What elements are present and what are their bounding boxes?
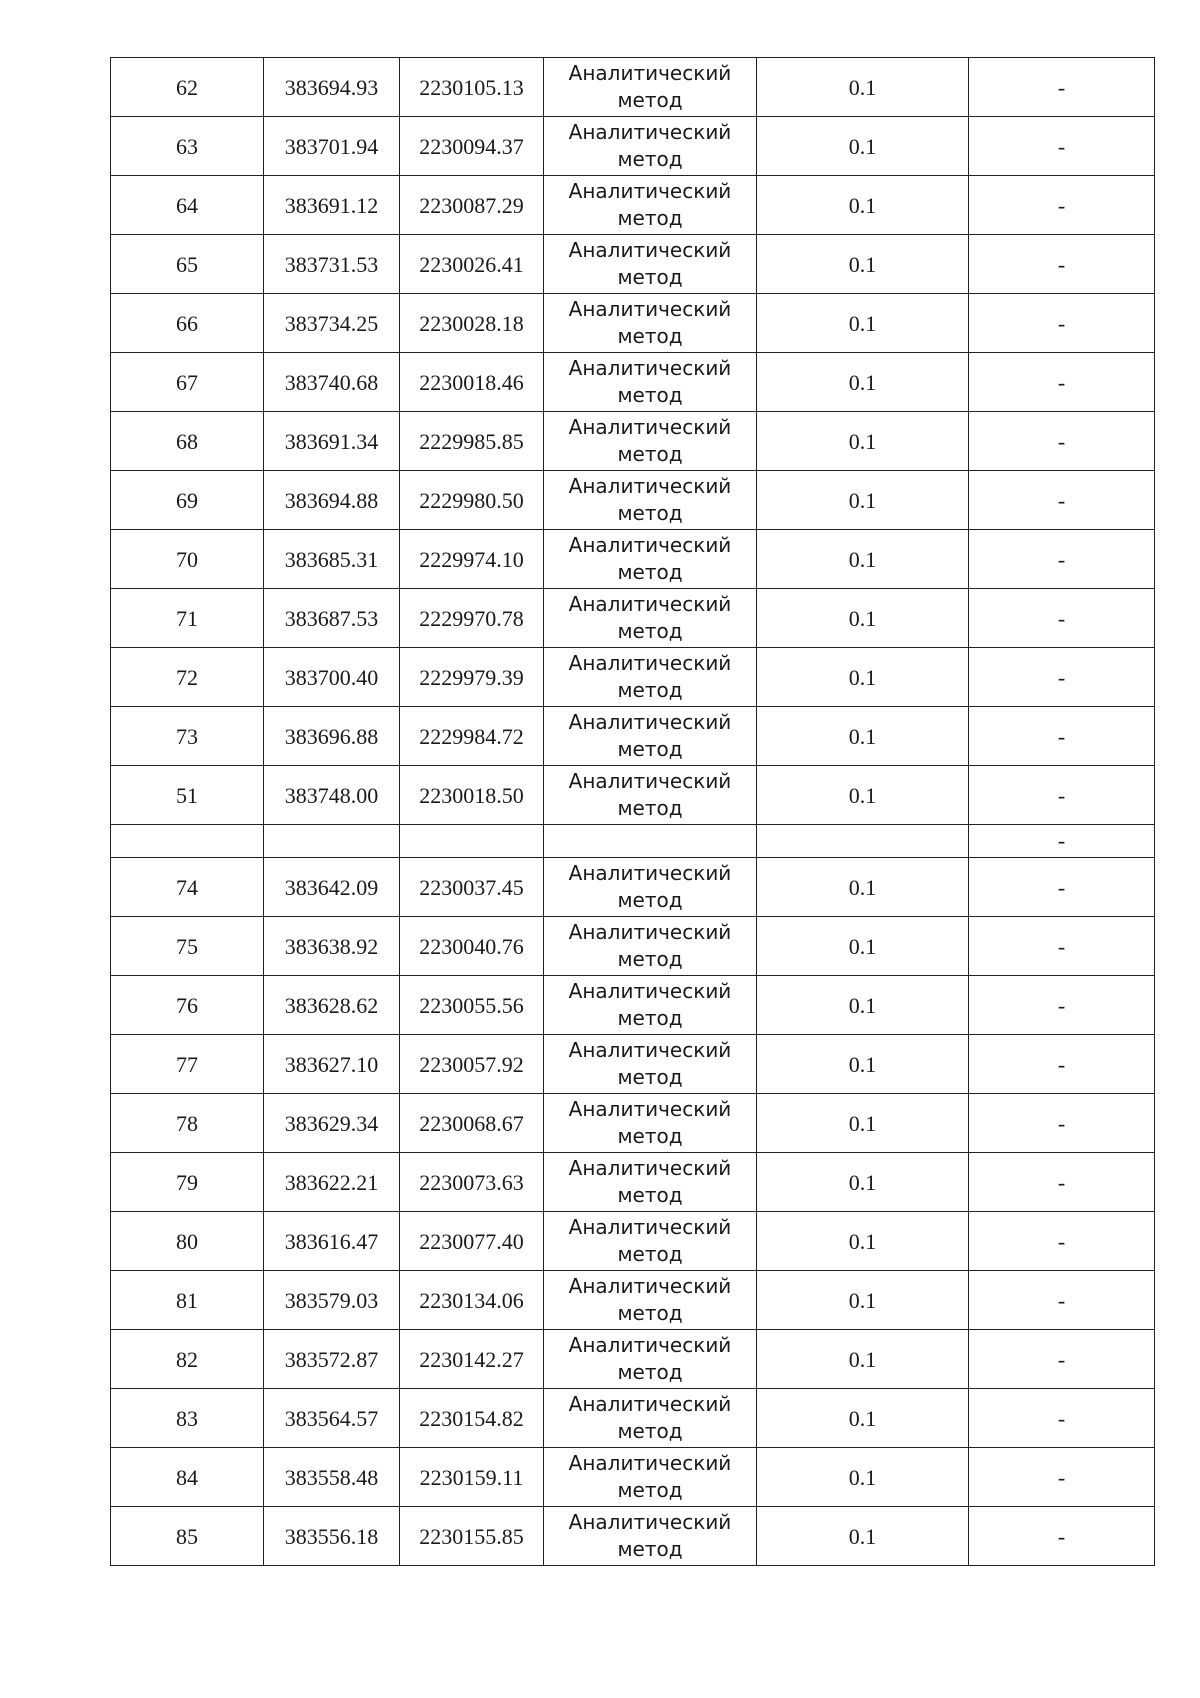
y-coordinate-cell [400,825,544,858]
y-coordinate-cell: 2230105.13 [400,58,544,117]
accuracy-cell: 0.1 [757,707,969,766]
table-row [111,1153,1155,1212]
method-line-2: метод [617,88,683,112]
method-cell [544,707,757,766]
point-number-cell: 84 [111,1448,264,1507]
method-line-1: Аналитический [568,474,732,498]
accuracy-cell: 0.1 [757,471,969,530]
method-cell [544,1507,757,1566]
method-line-2: метод [617,737,683,761]
x-coordinate-cell: 383700.40 [264,648,400,707]
method-line-1: Аналитический [568,769,732,793]
method-line-2: метод [617,1124,683,1148]
table-row [111,235,1155,294]
method-cell [544,1153,757,1212]
method-cell [544,1212,757,1271]
table-row [111,176,1155,235]
y-coordinate-cell: 2229974.10 [400,530,544,589]
accuracy-cell: 0.1 [757,353,969,412]
x-coordinate-cell: 383734.25 [264,294,400,353]
method-line-2: метод [617,442,683,466]
point-number-cell: 64 [111,176,264,235]
method-line-1: Аналитический [568,1156,732,1180]
x-coordinate-cell: 383556.18 [264,1507,400,1566]
accuracy-cell: 0.1 [757,1212,969,1271]
method-line-1: Аналитический [568,1392,732,1416]
y-coordinate-cell: 2230134.06 [400,1271,544,1330]
accuracy-cell: 0.1 [757,1330,969,1389]
method-line-1: Аналитический [568,415,732,439]
table-row [111,766,1155,825]
method-line-1: Аналитический [568,1451,732,1475]
method-line-1: Аналитический [568,1038,732,1062]
point-number-cell: 73 [111,707,264,766]
method-line-2: метод [617,619,683,643]
accuracy-cell: 0.1 [757,917,969,976]
method-line-2: метод [617,796,683,820]
y-coordinate-cell: 2230018.46 [400,353,544,412]
table-row [111,917,1155,976]
y-coordinate-cell: 2230018.50 [400,766,544,825]
note-cell: - [969,117,1155,176]
note-cell: - [969,825,1155,858]
x-coordinate-cell: 383685.31 [264,530,400,589]
accuracy-cell: 0.1 [757,117,969,176]
method-cell [544,917,757,976]
method-cell [544,1035,757,1094]
y-coordinate-cell: 2230040.76 [400,917,544,976]
y-coordinate-cell: 2229984.72 [400,707,544,766]
method-cell [544,176,757,235]
table-body [111,58,1155,1566]
method-line-1: Аналитический [568,238,732,262]
point-number-cell: 65 [111,235,264,294]
note-cell: - [969,471,1155,530]
method-cell [544,1330,757,1389]
note-cell: - [969,1153,1155,1212]
x-coordinate-cell: 383687.53 [264,589,400,648]
note-cell: - [969,353,1155,412]
point-number-cell: 77 [111,1035,264,1094]
method-line-1: Аналитический [568,1215,732,1239]
note-cell: - [969,1212,1155,1271]
x-coordinate-cell: 383731.53 [264,235,400,294]
accuracy-cell: 0.1 [757,412,969,471]
y-coordinate-cell: 2229979.39 [400,648,544,707]
accuracy-cell: 0.1 [757,1153,969,1212]
method-line-2: метод [617,560,683,584]
point-number-cell: 63 [111,117,264,176]
method-line-1: Аналитический [568,356,732,380]
method-line-1: Аналитический [568,533,732,557]
y-coordinate-cell: 2230055.56 [400,976,544,1035]
note-cell: - [969,766,1155,825]
method-line-1: Аналитический [568,120,732,144]
table-row [111,1271,1155,1330]
method-line-2: метод [617,501,683,525]
point-number-cell: 78 [111,1094,264,1153]
y-coordinate-cell: 2230026.41 [400,235,544,294]
method-line-2: метод [617,1537,683,1561]
point-number-cell: 76 [111,976,264,1035]
method-cell [544,1448,757,1507]
method-line-1: Аналитический [568,1097,732,1121]
method-line-2: метод [617,1419,683,1443]
method-line-1: Аналитический [568,179,732,203]
point-number-cell: 69 [111,471,264,530]
method-line-2: метод [617,206,683,230]
method-line-2: метод [617,888,683,912]
accuracy-cell: 0.1 [757,1271,969,1330]
method-line-1: Аналитический [568,710,732,734]
x-coordinate-cell: 383558.48 [264,1448,400,1507]
note-cell: - [969,1448,1155,1507]
point-number-cell: 83 [111,1389,264,1448]
method-cell [544,976,757,1035]
point-number-cell: 75 [111,917,264,976]
x-coordinate-cell: 383748.00 [264,766,400,825]
method-cell [544,58,757,117]
x-coordinate-cell: 383564.57 [264,1389,400,1448]
point-number-cell: 70 [111,530,264,589]
method-line-1: Аналитический [568,1510,732,1534]
x-coordinate-cell: 383572.87 [264,1330,400,1389]
note-cell: - [969,1507,1155,1566]
table-row [111,589,1155,648]
method-line-2: метод [617,678,683,702]
table-row [111,353,1155,412]
note-cell: - [969,1271,1155,1330]
method-cell [544,117,757,176]
accuracy-cell: 0.1 [757,766,969,825]
x-coordinate-cell: 383642.09 [264,858,400,917]
point-number-cell: 82 [111,1330,264,1389]
x-coordinate-cell: 383740.68 [264,353,400,412]
method-line-2: метод [617,265,683,289]
table-row [111,1094,1155,1153]
method-line-1: Аналитический [568,861,732,885]
x-coordinate-cell: 383691.34 [264,412,400,471]
method-line-1: Аналитический [568,979,732,1003]
y-coordinate-cell: 2230068.67 [400,1094,544,1153]
y-coordinate-cell: 2230154.82 [400,1389,544,1448]
table-row [111,976,1155,1035]
y-coordinate-cell: 2230087.29 [400,176,544,235]
note-cell: - [969,648,1155,707]
method-cell [544,471,757,530]
note-cell: - [969,530,1155,589]
table-row [111,1389,1155,1448]
x-coordinate-cell: 383579.03 [264,1271,400,1330]
point-number-cell: 74 [111,858,264,917]
point-number-cell: 79 [111,1153,264,1212]
method-line-2: метод [617,1478,683,1502]
method-cell [544,353,757,412]
table-row [111,825,1155,858]
method-cell [544,412,757,471]
method-cell [544,294,757,353]
method-line-1: Аналитический [568,651,732,675]
note-cell: - [969,1035,1155,1094]
x-coordinate-cell: 383696.88 [264,707,400,766]
point-number-cell: 62 [111,58,264,117]
method-cell [544,825,757,858]
y-coordinate-cell: 2230155.85 [400,1507,544,1566]
table-row [111,117,1155,176]
accuracy-cell: 0.1 [757,294,969,353]
method-line-2: метод [617,147,683,171]
y-coordinate-cell: 2229970.78 [400,589,544,648]
x-coordinate-cell: 383638.92 [264,917,400,976]
method-line-1: Аналитический [568,61,732,85]
y-coordinate-cell: 2230028.18 [400,294,544,353]
point-number-cell: 71 [111,589,264,648]
table-row [111,1035,1155,1094]
method-line-2: метод [617,1242,683,1266]
method-cell [544,766,757,825]
method-cell [544,589,757,648]
point-number-cell: 81 [111,1271,264,1330]
method-line-2: метод [617,1301,683,1325]
accuracy-cell: 0.1 [757,530,969,589]
x-coordinate-cell: 383627.10 [264,1035,400,1094]
table-row [111,471,1155,530]
table-row [111,58,1155,117]
x-coordinate-cell: 383694.93 [264,58,400,117]
table-row [111,1507,1155,1566]
table-row [111,530,1155,589]
point-number-cell: 51 [111,766,264,825]
note-cell: - [969,858,1155,917]
x-coordinate-cell: 383622.21 [264,1153,400,1212]
method-cell [544,235,757,294]
method-line-2: метод [617,1360,683,1384]
y-coordinate-cell: 2229980.50 [400,471,544,530]
note-cell: - [969,1389,1155,1448]
table-row [111,294,1155,353]
note-cell: - [969,589,1155,648]
table-row [111,1448,1155,1507]
method-line-1: Аналитический [568,1274,732,1298]
table-row [111,648,1155,707]
method-cell [544,648,757,707]
y-coordinate-cell: 2230094.37 [400,117,544,176]
point-number-cell: 80 [111,1212,264,1271]
y-coordinate-cell: 2230073.63 [400,1153,544,1212]
method-line-1: Аналитический [568,920,732,944]
x-coordinate-cell: 383616.47 [264,1212,400,1271]
x-coordinate-cell: 383694.88 [264,471,400,530]
accuracy-cell: 0.1 [757,176,969,235]
note-cell: - [969,1094,1155,1153]
accuracy-cell: 0.1 [757,235,969,294]
accuracy-cell: 0.1 [757,1389,969,1448]
accuracy-cell [757,825,969,858]
accuracy-cell: 0.1 [757,858,969,917]
note-cell: - [969,294,1155,353]
y-coordinate-cell: 2230057.92 [400,1035,544,1094]
accuracy-cell: 0.1 [757,1507,969,1566]
method-cell [544,530,757,589]
table-row [111,412,1155,471]
note-cell: - [969,58,1155,117]
method-line-1: Аналитический [568,1333,732,1357]
accuracy-cell: 0.1 [757,1094,969,1153]
x-coordinate-cell: 383628.62 [264,976,400,1035]
y-coordinate-cell: 2230037.45 [400,858,544,917]
note-cell: - [969,1330,1155,1389]
y-coordinate-cell: 2230142.27 [400,1330,544,1389]
table-row [111,1212,1155,1271]
note-cell: - [969,917,1155,976]
method-line-2: метод [617,324,683,348]
note-cell: - [969,707,1155,766]
accuracy-cell: 0.1 [757,1035,969,1094]
method-line-2: метод [617,1183,683,1207]
method-cell [544,1389,757,1448]
y-coordinate-cell: 2230077.40 [400,1212,544,1271]
y-coordinate-cell: 2230159.11 [400,1448,544,1507]
coordinates-table [110,57,1155,1566]
point-number-cell [111,825,264,858]
y-coordinate-cell: 2229985.85 [400,412,544,471]
method-cell [544,1271,757,1330]
x-coordinate-cell: 383629.34 [264,1094,400,1153]
note-cell: - [969,176,1155,235]
table-row [111,858,1155,917]
point-number-cell: 85 [111,1507,264,1566]
table-row [111,1330,1155,1389]
table-row [111,707,1155,766]
method-cell [544,858,757,917]
method-line-2: метод [617,383,683,407]
accuracy-cell: 0.1 [757,1448,969,1507]
accuracy-cell: 0.1 [757,976,969,1035]
method-line-1: Аналитический [568,592,732,616]
method-cell [544,1094,757,1153]
point-number-cell: 66 [111,294,264,353]
accuracy-cell: 0.1 [757,589,969,648]
note-cell: - [969,235,1155,294]
point-number-cell: 67 [111,353,264,412]
method-line-2: метод [617,1006,683,1030]
note-cell: - [969,976,1155,1035]
accuracy-cell: 0.1 [757,648,969,707]
x-coordinate-cell: 383701.94 [264,117,400,176]
method-line-1: Аналитический [568,297,732,321]
note-cell: - [969,412,1155,471]
point-number-cell: 72 [111,648,264,707]
accuracy-cell: 0.1 [757,58,969,117]
x-coordinate-cell: 383691.12 [264,176,400,235]
method-line-2: метод [617,1065,683,1089]
method-line-2: метод [617,947,683,971]
point-number-cell: 68 [111,412,264,471]
x-coordinate-cell [264,825,400,858]
